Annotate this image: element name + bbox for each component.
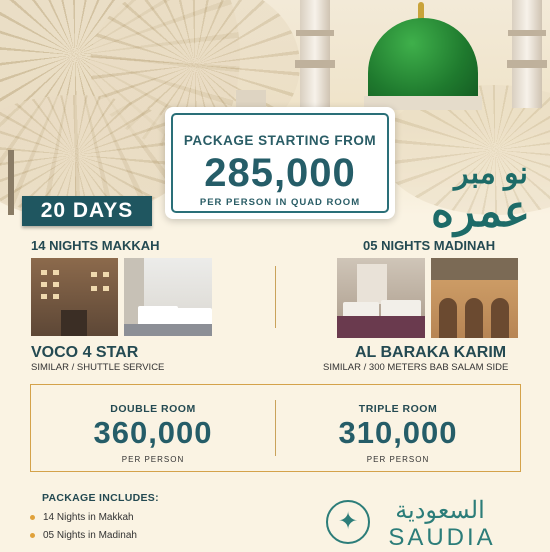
price-heading: PACKAGE STARTING FROM xyxy=(183,133,377,148)
room-per-person: PER PERSON xyxy=(121,455,185,464)
package-includes-title: PACKAGE INCLUDES: xyxy=(42,492,159,504)
minaret xyxy=(300,0,330,108)
hotels-divider xyxy=(275,266,276,328)
price-card xyxy=(165,107,395,219)
room-price: 360,000 xyxy=(93,415,213,450)
room-prices-box xyxy=(30,384,521,472)
saudia-logo-english: SAUDIA xyxy=(388,524,496,551)
madinah-hotel-exterior-photo xyxy=(431,258,518,338)
bullet-icon xyxy=(30,533,35,538)
double-room-panel xyxy=(31,385,275,471)
triple-room-panel xyxy=(276,385,520,471)
room-type: DOUBLE ROOM xyxy=(110,403,196,415)
arabic-title xyxy=(402,152,542,236)
madinah-hotel-sub: SIMILAR / 300 METERS BAB SALAM SIDE xyxy=(323,362,509,373)
makkah-hotel-name: VOCO 4 STAR xyxy=(31,344,139,361)
include-text: 05 Nights in Madinah xyxy=(43,530,137,541)
madinah-hotel-room-photo xyxy=(337,258,425,338)
madinah-nights: 05 NIGHTS MADINAH xyxy=(363,238,496,253)
makkah-hotel-room-photo xyxy=(124,258,212,336)
list-item xyxy=(30,512,134,523)
duration-badge: 20 DAYS xyxy=(22,196,152,226)
list-item xyxy=(30,530,137,541)
makkah-hotel-sub: SIMILAR / SHUTTLE SERVICE xyxy=(31,362,165,373)
bullet-icon xyxy=(30,515,35,520)
umbrella-pole xyxy=(8,150,14,215)
price-subtext: PER PERSON IN QUAD ROOM xyxy=(199,197,361,208)
arabic-title-line2: عمره xyxy=(430,187,530,236)
minaret xyxy=(512,0,542,108)
saudia-palm-swords-icon: ✦ xyxy=(326,500,370,544)
room-type: TRIPLE ROOM xyxy=(358,403,438,415)
arabic-title-line1: نو مبر xyxy=(454,157,528,190)
room-per-person: PER PERSON xyxy=(366,455,430,464)
green-dome xyxy=(368,18,478,102)
makkah-nights: 14 NIGHTS MAKKAH xyxy=(31,238,160,253)
madinah-hotel-name: AL BARAKA KARIM xyxy=(355,344,507,361)
starting-price: 285,000 xyxy=(204,151,356,195)
makkah-hotel-exterior-photo xyxy=(31,258,118,336)
saudia-logo-arabic: السعودية xyxy=(395,497,485,524)
room-price: 310,000 xyxy=(338,415,458,450)
include-text: 14 Nights in Makkah xyxy=(43,512,134,523)
